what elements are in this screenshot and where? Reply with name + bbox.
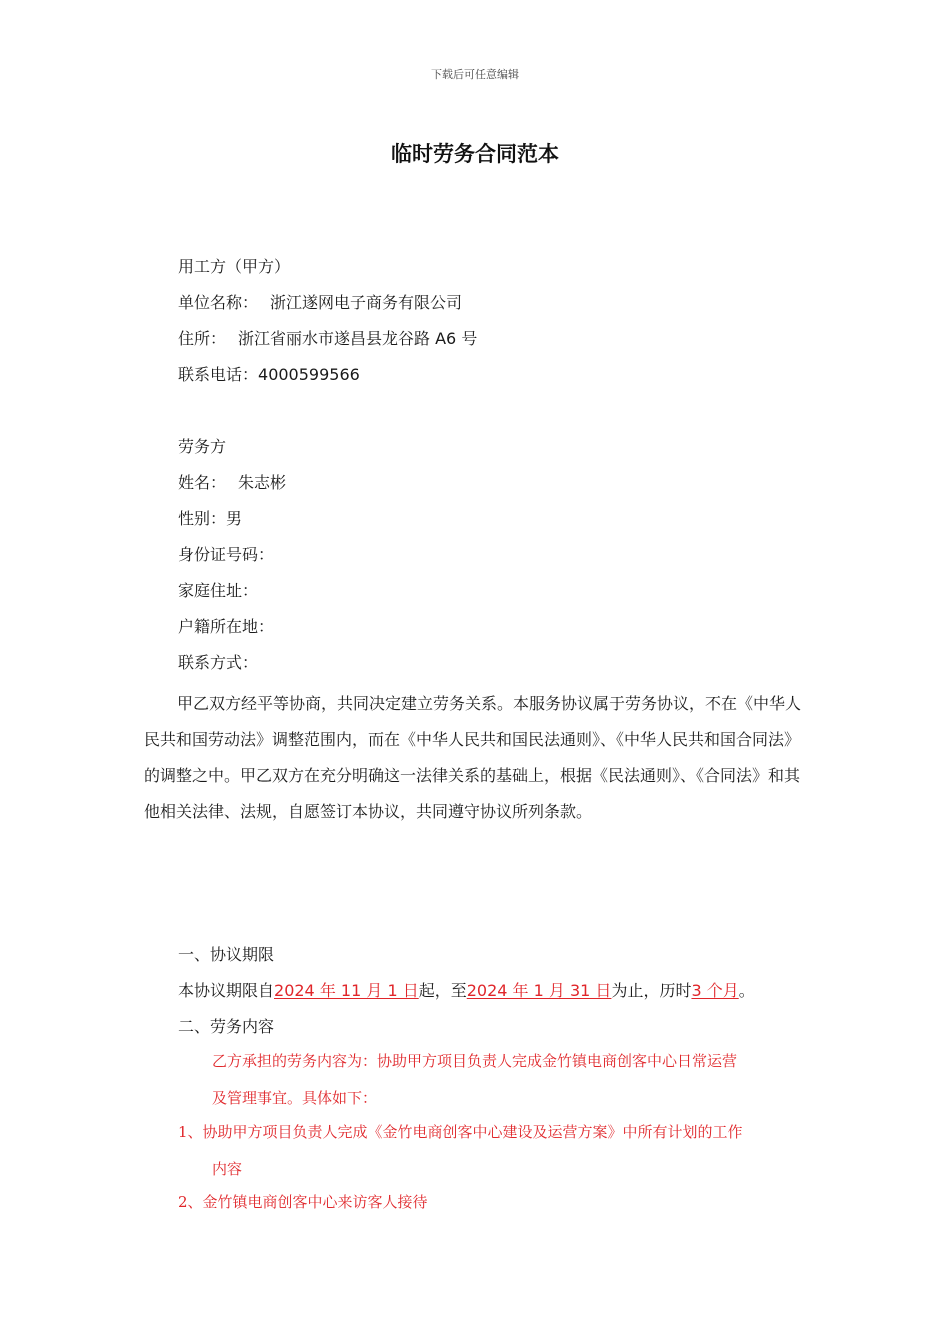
name-row	[178, 472, 286, 494]
content-line-1: 乙方承担的劳务内容为：协助甲方项目负责人完成金竹镇电商创客中心日常运营	[212, 1052, 738, 1070]
address-value: 浙江省丽水市遂昌县龙谷路 A6 号	[238, 329, 478, 348]
unit-name-value: 浙江遂网电子商务有限公司	[270, 293, 463, 312]
item-1-line-1: 1、协助甲方项目负责人完成《金竹电商创客中心建设及运营方案》中所有计划的工作	[178, 1123, 743, 1141]
name-value: 朱志彬	[238, 473, 287, 492]
id-number-label: 身份证号码：	[178, 545, 275, 564]
gender-label: 性别：	[178, 509, 227, 528]
party-a-heading: 用工方（甲方）	[178, 257, 291, 276]
phone-label: 联系电话：	[178, 365, 259, 384]
party-b-heading: 劳务方	[178, 437, 227, 456]
section-term-heading: 一、协议期限	[178, 945, 275, 964]
document-title: 临时劳务合同范本	[391, 142, 559, 166]
name-label: 姓名：	[178, 473, 227, 492]
term-suffix: 。	[738, 981, 755, 1000]
intro-paragraph: 甲乙双方经平等协商，共同决定建立劳务关系。本服务协议属于劳务协议，不在《中华人民共和国劳动法》调整范围内，而在《中华人民共和国民法通则》、《中华人民共和国合同法》的调整之中。甲乙双方在充分明确这一法律关系的基础上，根据《民法通则》、《合同法》和其他相关法律、法规，自愿签订本协议，共同遵守协议所列条款。	[144, 694, 802, 821]
address-row	[178, 328, 477, 350]
home-address-label: 家庭住址：	[178, 581, 259, 600]
content-line-2: 及管理事宜。具体如下：	[212, 1089, 378, 1107]
duration: 3 个月	[691, 981, 739, 1000]
start-date: 2024 年 11 月 1 日	[274, 981, 419, 1000]
phone-value: 4000599566	[258, 365, 360, 384]
item-1-line-2: 内容	[212, 1160, 243, 1178]
gender-row	[178, 508, 242, 530]
phone-row	[178, 364, 360, 386]
header-note: 下载后可任意编辑	[431, 68, 519, 81]
term-mid-1: 起，至	[418, 981, 467, 1000]
term-sentence	[178, 980, 755, 1002]
term-mid-2: 为止，历时	[611, 981, 692, 1000]
contact-label: 联系方式：	[178, 653, 259, 672]
unit-name-label: 单位名称：	[178, 293, 259, 312]
end-date: 2024 年 1 月 31 日	[466, 981, 612, 1000]
item-2: 2、金竹镇电商创客中心来访客人接待	[178, 1193, 428, 1211]
section-content-heading: 二、劳务内容	[178, 1017, 275, 1036]
address-label: 住所：	[178, 329, 227, 348]
unit-name-row	[178, 292, 462, 314]
gender-value: 男	[226, 509, 243, 528]
hukou-label: 户籍所在地：	[178, 617, 275, 636]
term-prefix: 本协议期限自	[178, 981, 275, 1000]
